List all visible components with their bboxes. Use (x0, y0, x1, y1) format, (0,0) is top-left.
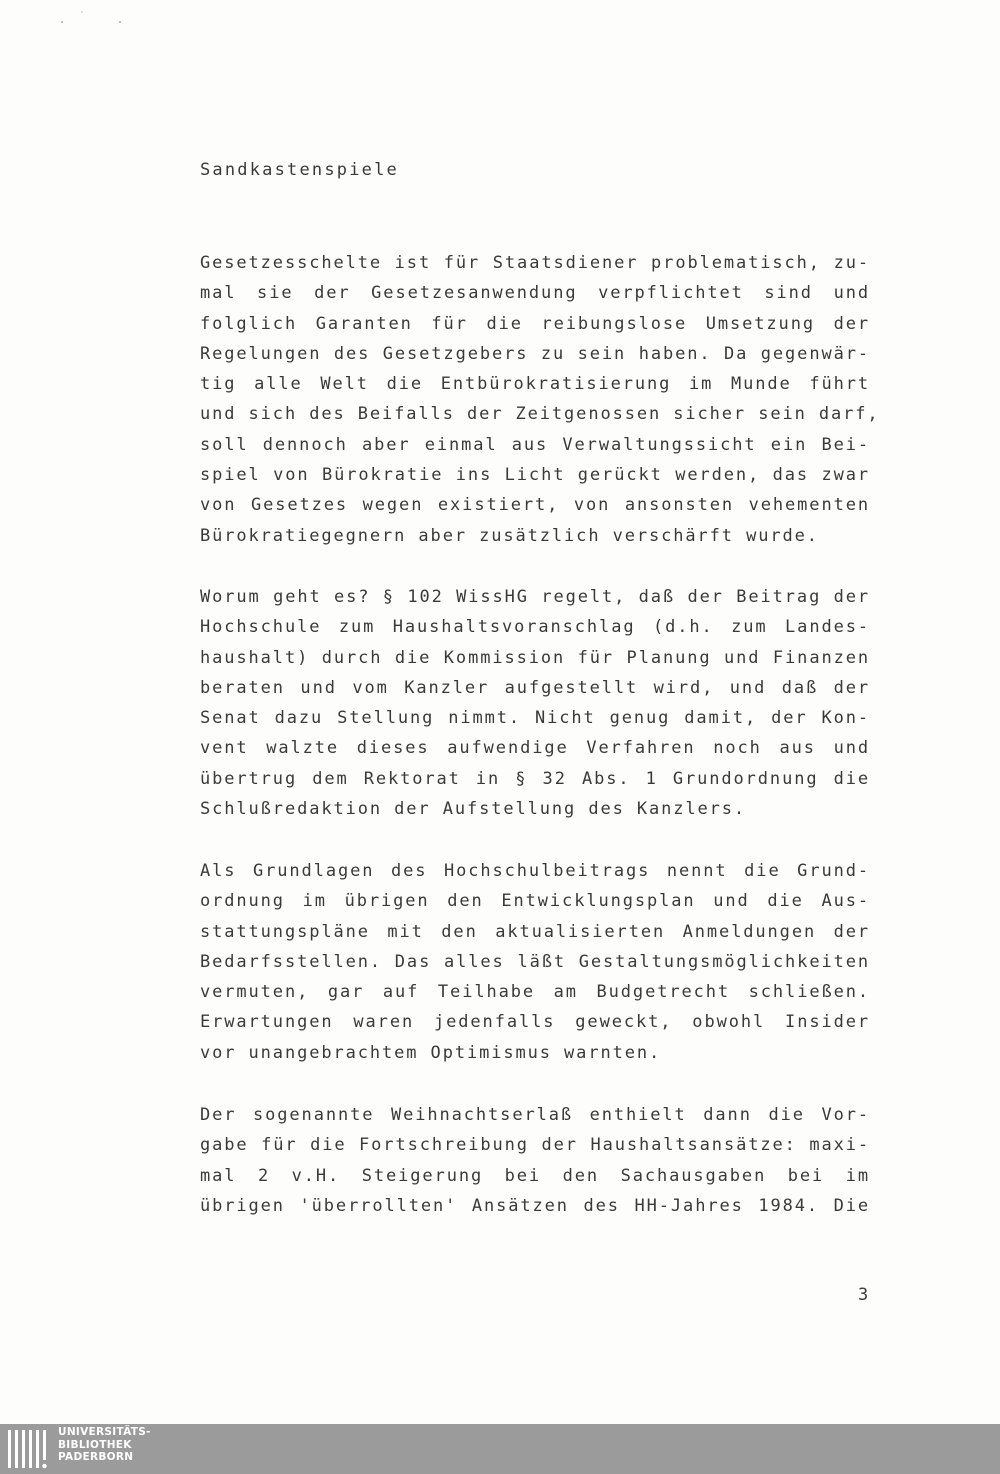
text-line: beraten und vom Kanzler aufgestellt wird, und daß der (200, 677, 870, 698)
text-line: vermuten, gar auf Teilhabe am Budgetrecht schließen. (200, 982, 870, 1003)
document-title: Sandkastenspiele (200, 160, 399, 180)
library-logo-icon (6, 1426, 52, 1472)
text-line: mal 2 v.H. Steigerung bei den Sachausgaben bei im (200, 1165, 870, 1186)
text-line: stattungspläne mit den aktualisierten Anmeldungen der (200, 921, 870, 942)
text-line: und sich des Beifalls der Zeitgenossen sicher sein darf, (200, 404, 880, 425)
text-line: vor unangebrachtem Optimismus warnten. (200, 1042, 662, 1063)
text-line: Hochschule zum Haushaltsvoranschlag (d.h. zum Landes- (200, 617, 870, 638)
text-line: folglich Garanten für die reibungslose Umsetzung der (200, 313, 870, 334)
text-line: Erwartungen waren jedenfalls geweckt, obwohl Insider (200, 1012, 870, 1033)
text-line: Bürokratiegegnern aber zusätzlich verschärft wurde. (200, 525, 819, 546)
text-line: tig alle Welt die Entbürokratisierung im Munde führt (200, 374, 870, 395)
text-line: haushalt) durch die Kommission für Planung und Finanzen (200, 647, 870, 668)
text-line: Worum geht es? § 102 WissHG regelt, daß der Beitrag der (200, 587, 870, 607)
text-line: übrigen 'überrollten' Ansätzen des HH-Jahres 1984. Die (200, 1195, 870, 1216)
text-line: Senat dazu Stellung nimmt. Nicht genug damit, der Kon- (200, 708, 870, 729)
logo-line: UNIVERSITÄTS- (58, 1426, 151, 1438)
paragraph-1 (200, 248, 880, 551)
paragraph-3 (200, 856, 870, 1068)
logo-line: PADERBORN (58, 1451, 134, 1463)
paragraph-2 (200, 582, 870, 824)
text-line: Gesetzesschelte ist für Staatsdiener problematisch, zu- (200, 253, 870, 273)
text-line: vent walzte dieses aufwendige Verfahren noch aus und (200, 738, 870, 759)
text-line: Der sogenannte Weihnachtserlaß enthielt dann die Vor- (200, 1105, 870, 1125)
text-line: gabe für die Fortschreibung der Haushaltsansätze: maxi- (200, 1135, 870, 1156)
scan-specks (60, 8, 130, 28)
library-footer-bar (0, 1424, 1000, 1474)
page-number: 3 (858, 1285, 869, 1305)
text-line: übertrug dem Rektorat in § 32 Abs. 1 Grundordnung die (200, 768, 870, 789)
logo-line: BIBLIOTHEK (58, 1438, 132, 1451)
text-line: Schlußredaktion der Aufstellung des Kanzlers. (200, 799, 747, 820)
library-logo-text (58, 1426, 151, 1464)
text-line: soll dennoch aber einmal aus Verwaltungssicht ein Bei- (200, 434, 870, 455)
text-line: Regelungen des Gesetzgebers zu sein haben. Da gegenwär- (200, 343, 870, 364)
text-line: Bedarfsstellen. Das alles läßt Gestaltungsmöglichkeiten (200, 951, 870, 972)
text-line: mal sie der Gesetzesanwendung verpflichtet sind und (200, 283, 870, 304)
paragraph-4 (200, 1100, 870, 1221)
text-line: Als Grundlagen des Hochschulbeitrags nennt die Grund- (200, 861, 870, 881)
text-line: spiel von Bürokratie ins Licht gerückt werden, das zwar (200, 465, 870, 486)
text-line: von Gesetzes wegen existiert, von ansonsten vehementen (200, 495, 870, 516)
text-line: ordnung im übrigen den Entwicklungsplan und die Aus- (200, 891, 870, 912)
